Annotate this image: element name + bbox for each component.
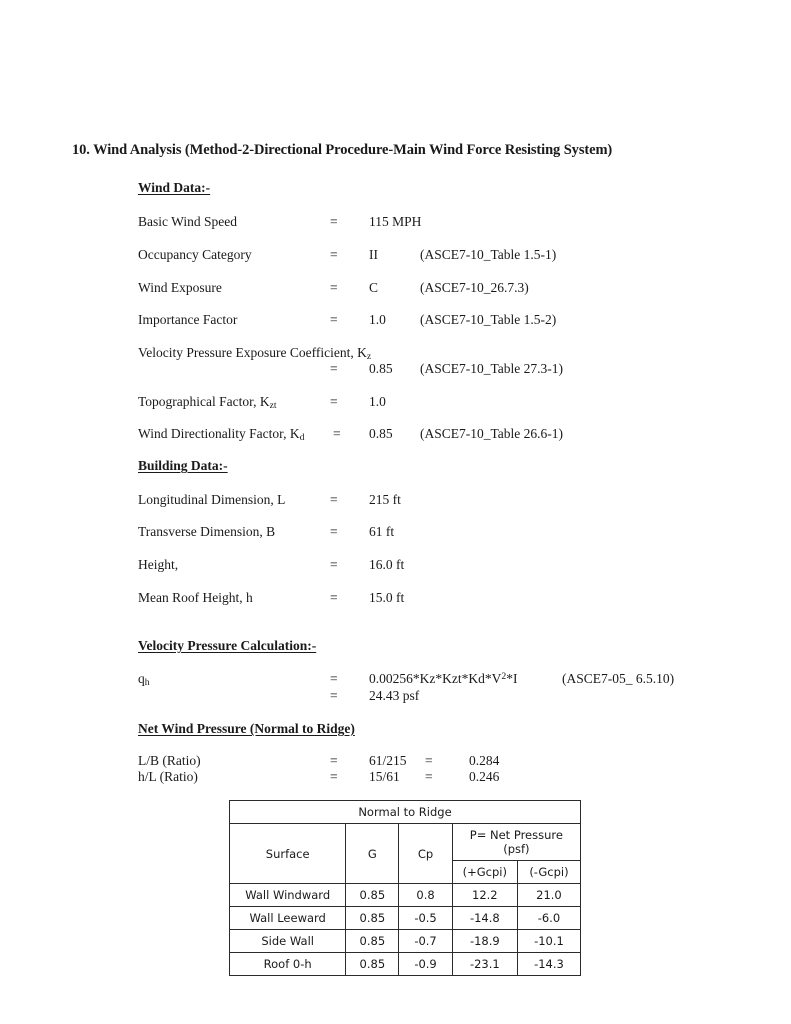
row-label-text: Wind Directionality Factor, K: [138, 426, 300, 441]
row-value: 61 ft: [369, 524, 395, 539]
data-row-transverse-dimension: [0, 524, 791, 544]
row-label: Height,: [138, 557, 179, 572]
net-pressure-table: [229, 800, 581, 976]
table-row: [230, 930, 581, 953]
data-row-longitudinal-dimension: [0, 492, 791, 512]
cell-surface: Wall Windward: [230, 884, 346, 907]
row-value: 0.85: [369, 361, 393, 376]
row-label: h/L (Ratio): [138, 769, 198, 784]
row-value: 115 MPH: [369, 214, 422, 229]
row-label: Occupancy Category: [138, 247, 252, 262]
equals-sign-2: =: [425, 753, 433, 768]
equals-sign: =: [330, 769, 338, 784]
cell-pos-gcpi: -18.9: [452, 930, 517, 953]
data-row-wind-directionality-factor: [0, 426, 791, 446]
section-heading-building-data: Building Data:-: [138, 458, 228, 473]
row-value: 1.0: [369, 312, 386, 327]
row-reference: (ASCE7-10_Table 26.6-1): [420, 426, 564, 441]
formula-expression: [369, 671, 517, 687]
table-header-row-1: [230, 824, 581, 861]
row-reference: (ASCE7-10_26.7.3): [420, 280, 529, 295]
ratio-expression: 61/215: [369, 753, 407, 768]
data-row-wind-exposure: [0, 280, 791, 300]
row-label: Longitudinal Dimension, L: [138, 492, 286, 507]
cell-pos-gcpi: -14.8: [452, 907, 517, 930]
ratio-expression: 15/61: [369, 769, 400, 784]
row-value: C: [369, 280, 379, 295]
symbol-q: q: [138, 671, 145, 686]
data-row-basic-wind-speed: [0, 214, 791, 234]
subscript-zt: zt: [269, 400, 277, 412]
row-value: 215 ft: [369, 492, 401, 507]
cell-pos-gcpi: -23.1: [452, 953, 517, 976]
row-value: II: [369, 247, 378, 262]
row-label: Wind Exposure: [138, 280, 222, 295]
row-reference: (ASCE7-05_ 6.5.10): [562, 671, 675, 686]
equals-sign: =: [330, 280, 338, 295]
equals-sign: =: [330, 394, 338, 409]
equals-sign: =: [330, 524, 338, 539]
header-g: G: [346, 824, 399, 884]
header-net-pressure-line2: (psf): [503, 842, 530, 856]
equals-sign: =: [330, 214, 338, 229]
row-label-text: Velocity Pressure Exposure Coefficient, K: [138, 345, 367, 360]
header-negative-gcpi: (-Gcpi): [517, 861, 580, 884]
table-title-row: [230, 801, 581, 824]
row-label: [138, 426, 304, 443]
table-title: Normal to Ridge: [230, 801, 581, 824]
cell-cp: 0.8: [399, 884, 452, 907]
data-row-occupancy-category: [0, 247, 791, 267]
row-value: 16.0 ft: [369, 557, 405, 572]
superscript-2: 2: [501, 671, 507, 682]
cell-cp: -0.9: [399, 953, 452, 976]
page-title: 10. Wind Analysis (Method-2-Directional Procedure-Main Wind Force Resisting System): [72, 142, 613, 158]
section-heading-velocity-pressure-calculation: Velocity Pressure Calculation:-: [138, 638, 317, 653]
section-heading-net-wind-pressure: Net Wind Pressure (Normal to Ridge): [138, 721, 355, 736]
row-label: [138, 394, 277, 411]
cell-cp: -0.7: [399, 930, 452, 953]
cell-g: 0.85: [346, 884, 399, 907]
header-net-pressure-line1: P= Net Pressure: [469, 827, 563, 842]
equals-sign: =: [330, 312, 338, 327]
row-label: L/B (Ratio): [138, 753, 201, 768]
data-row-topographical-factor: [0, 394, 791, 414]
table-row: [230, 907, 581, 930]
cell-cp: -0.5: [399, 907, 452, 930]
cell-neg-gcpi: 21.0: [517, 884, 580, 907]
equals-sign: =: [330, 247, 338, 262]
row-value: 1.0: [369, 394, 386, 409]
row-label-text: Topographical Factor, K: [138, 394, 270, 409]
header-cp: Cp: [399, 824, 452, 884]
data-row-mean-roof-height: [0, 590, 791, 610]
cell-neg-gcpi: -6.0: [517, 907, 580, 930]
cell-g: 0.85: [346, 930, 399, 953]
data-row-velocity-pressure-exposure-coefficient-value: [0, 361, 791, 381]
data-row-importance-factor: [0, 312, 791, 332]
equals-sign: =: [330, 671, 338, 686]
header-positive-gcpi: (+Gcpi): [452, 861, 517, 884]
cell-surface: Roof 0-h: [230, 953, 346, 976]
cell-g: 0.85: [346, 907, 399, 930]
subscript-z: z: [366, 351, 372, 363]
data-row-velocity-pressure-result: [0, 688, 791, 708]
subscript-d: d: [299, 432, 305, 444]
row-label: Importance Factor: [138, 312, 238, 327]
cell-surface: Side Wall: [230, 930, 346, 953]
table-row: [230, 884, 581, 907]
equals-sign: =: [330, 557, 338, 572]
cell-surface: Wall Leeward: [230, 907, 346, 930]
subscript-h: h: [144, 677, 150, 689]
row-reference: (ASCE7-10_Table 1.5-1): [420, 247, 557, 262]
equals-sign: =: [330, 590, 338, 605]
row-label: Mean Roof Height, h: [138, 590, 253, 605]
header-surface: Surface: [230, 824, 346, 884]
row-label: Transverse Dimension, B: [138, 524, 276, 539]
equals-sign: =: [330, 361, 338, 376]
equals-sign: =: [330, 753, 338, 768]
data-row-height: [0, 557, 791, 577]
cell-pos-gcpi: 12.2: [452, 884, 517, 907]
row-label: [138, 671, 150, 688]
row-reference: (ASCE7-10_Table 27.3-1): [420, 361, 564, 376]
equals-sign: =: [333, 426, 341, 441]
cell-neg-gcpi: -10.1: [517, 930, 580, 953]
cell-g: 0.85: [346, 953, 399, 976]
row-value: 24.43 psf: [369, 688, 420, 703]
row-value: 0.85: [369, 426, 393, 441]
table-row: [230, 953, 581, 976]
equals-sign: =: [330, 492, 338, 507]
row-reference: (ASCE7-10_Table 1.5-2): [420, 312, 557, 327]
row-label: Basic Wind Speed: [138, 214, 237, 229]
formula-part-1: 0.00256*Kz*Kzt*Kd*V: [369, 671, 502, 687]
ratio-result: 0.246: [469, 769, 500, 784]
section-heading-wind-data: Wind Data:-: [138, 180, 211, 195]
equals-sign: =: [330, 688, 338, 703]
formula-part-2: *I: [506, 671, 518, 687]
equals-sign-2: =: [425, 769, 433, 784]
ratio-result: 0.284: [469, 753, 500, 768]
row-label: [138, 345, 371, 362]
data-row-hl-ratio: [0, 769, 791, 789]
cell-neg-gcpi: -14.3: [517, 953, 580, 976]
header-net-pressure: [452, 824, 580, 861]
row-value: 15.0 ft: [369, 590, 405, 605]
